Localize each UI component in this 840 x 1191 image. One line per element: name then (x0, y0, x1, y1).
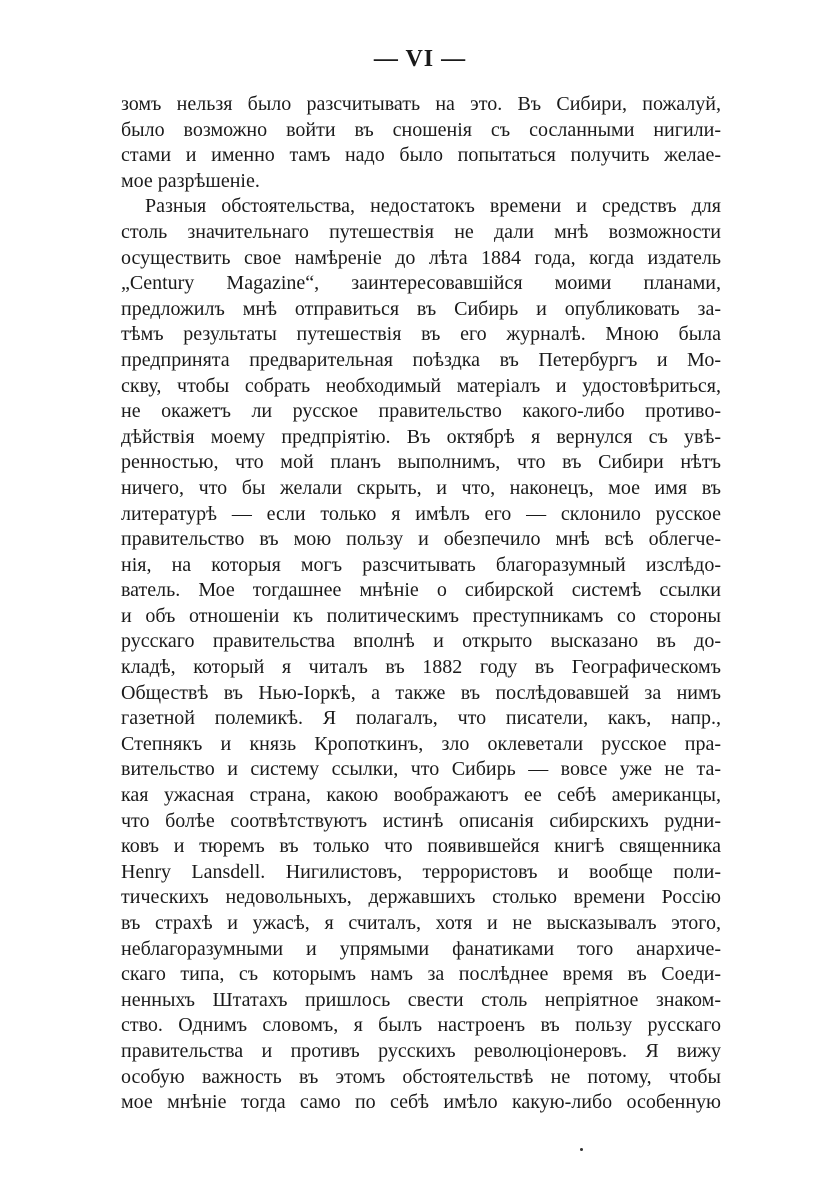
text-line: литературѣ — если только я имѣлъ его — склонило русское (121, 502, 721, 525)
text-line: ничего, что бы желали скрыть, и что, наконецъ, мое имя въ (121, 476, 721, 499)
text-line: было возможно войти въ сношенія съ сосланными нигили- (121, 118, 721, 141)
text-line: неблагоразумными и упрямыми фанатиками того анархиче- (121, 937, 721, 960)
text-line: „Century Magazine“, заинтересовавшійся моими планами, (121, 272, 721, 295)
text-line: стами и именно тамъ надо было попытаться получить желае- (121, 144, 721, 167)
text-line: Степнякъ и князь Кропоткинъ, зло оклеветали русское пра- (121, 732, 721, 755)
text-line: ковъ и тюремъ въ только что появившейся книгѣ священника (121, 835, 721, 858)
print-speck (580, 1148, 583, 1151)
text-line: скаго типа, съ которымъ намъ за послѣднее время въ Соеди- (121, 963, 721, 986)
text-line: газетной полемикѣ. Я полагалъ, что писатели, какъ, напр., (121, 707, 721, 730)
text-line: ство. Однимъ словомъ, я былъ настроенъ въ пользу русскаго (121, 1014, 721, 1037)
page-number: — VI — (373, 46, 467, 72)
text-line: и объ отношеніи къ политическимъ преступникамъ со стороны (121, 604, 721, 627)
text-line: скву, чтобы собрать необходимый матеріалъ и удостовѣриться, (121, 374, 721, 397)
text-line: что болѣе соотвѣтствуютъ истинѣ описанія сибирскихъ рудни- (121, 809, 721, 832)
text-line: правительства и противъ русскихъ революціонеровъ. Я вижу (121, 1039, 721, 1062)
text-line: столь значительнаго путешествія не дали мнѣ возможности (121, 220, 721, 243)
text-line: мое мнѣніе тогда само по себѣ имѣло какую-либо особенную (121, 1091, 721, 1114)
text-line: ренностью, что мой планъ выполнимъ, что въ Сибири нѣтъ (121, 451, 721, 474)
body-text (121, 92, 721, 1116)
text-line: мое разрѣшеніе. (121, 169, 260, 192)
text-line: зомъ нельзя было разсчитывать на это. Въ Сибири, пожалуй, (121, 93, 721, 115)
text-line: ватель. Мое тогдашнее мнѣніе о сибирской системѣ ссылки (121, 579, 721, 602)
text-line: тѣмъ результаты путешествія въ его журналѣ. Мною была (121, 323, 721, 346)
text-line: тическихъ недовольныхъ, державшихъ столько времени Россію (121, 886, 721, 909)
text-line: Обществѣ въ Нью-Іоркѣ, а также въ послѣдовавшей за нимъ (121, 681, 721, 704)
text-line: осуществить свое намѣреніе до лѣта 1884 года, когда издатель (121, 246, 721, 269)
text-line: русскаго правительства вполнѣ и открыто высказано въ до- (121, 630, 721, 653)
text-line: нія, на которыя могъ разсчитывать благоразумный изслѣдо- (121, 553, 721, 576)
text-line: не окажетъ ли русское правительство какого-либо противо- (121, 400, 721, 423)
text-line: Henry Lansdell. Нигилистовъ, террористовъ и вообще поли- (121, 860, 721, 883)
text-line: предложилъ мнѣ отправиться въ Сибирь и опубликовать за- (121, 297, 721, 320)
text-line: въ страхѣ и ужасѣ, я считалъ, хотя и не высказывалъ этого, (121, 912, 721, 934)
text-line: кладѣ, который я читалъ въ 1882 году въ Географическомъ (121, 656, 721, 679)
text-line: предпринята предварительная поѣздка въ Петербургъ и Мо- (121, 348, 721, 371)
text-line: ненныхъ Штатахъ пришлось свести столь непріятное знаком- (121, 988, 721, 1011)
text-line: правительство въ мою пользу и обезпечило мнѣ всѣ облегче- (121, 528, 721, 551)
text-line: вительство и систему ссылки, что Сибирь — вовсе уже не та- (121, 758, 721, 781)
text-line: Разныя обстоятельства, недостатокъ времени и средствъ для (145, 195, 721, 218)
text-line: дѣйствія моему предпріятію. Въ октябрѣ я вернулся съ увѣ- (121, 425, 721, 448)
text-line: особую важность въ этомъ обстоятельствѣ не потому, чтобы (121, 1065, 721, 1088)
text-line: кая ужасная страна, какою воображаютъ ее себѣ американцы, (121, 784, 721, 807)
